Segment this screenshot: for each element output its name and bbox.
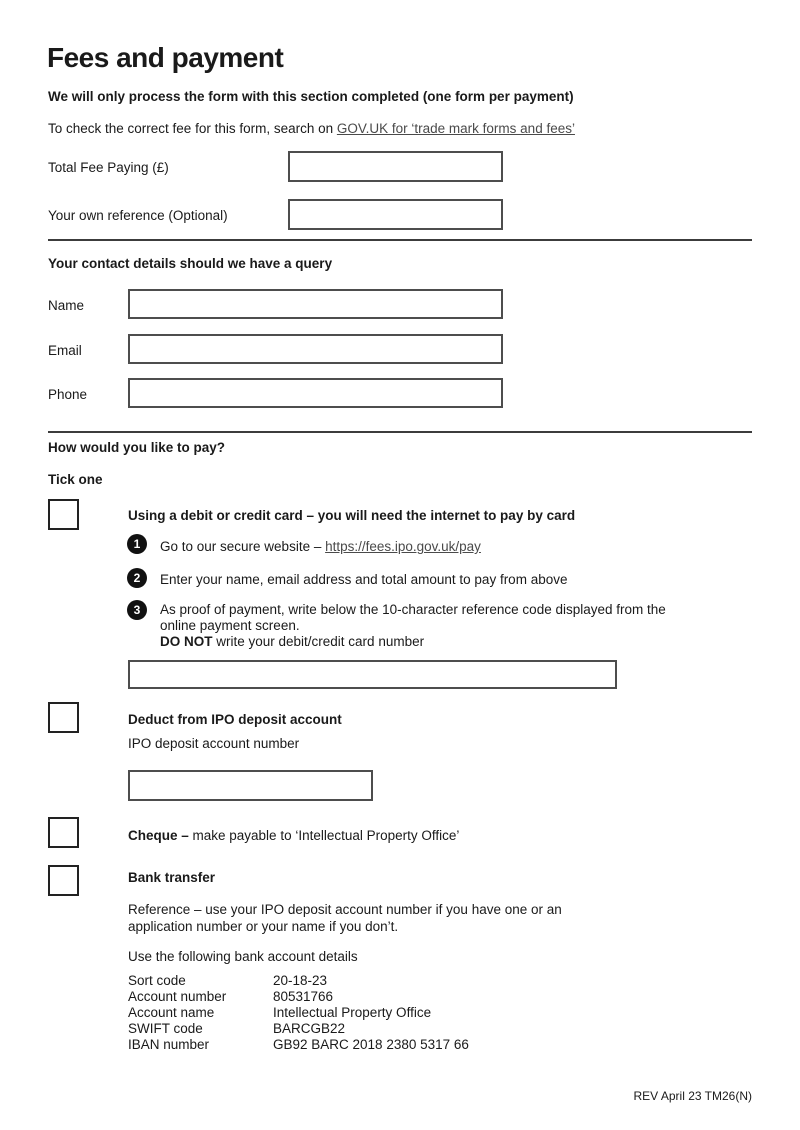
bank-detail-label: IBAN number bbox=[128, 1037, 210, 1052]
step-1-badge: 1 bbox=[127, 534, 147, 554]
bank-detail-label: Sort code bbox=[128, 973, 186, 988]
bank-detail-value: Intellectual Property Office bbox=[273, 1005, 432, 1020]
phone-label: Phone bbox=[48, 387, 88, 402]
bank-detail-value: 80531766 bbox=[273, 989, 334, 1004]
section-divider bbox=[48, 431, 752, 433]
cheque-rest: make payable to ‘Intellectual Property Office’ bbox=[188, 828, 460, 843]
email-label: Email bbox=[48, 343, 82, 358]
bank-reference-note bbox=[128, 902, 628, 935]
bank-reference-line1: Reference – use your IPO deposit account number if you have one or an bbox=[128, 902, 562, 917]
fee-check-prefix: To check the correct fee for this form, search on bbox=[48, 121, 337, 136]
step-3-line1: As proof of payment, write below the 10-character reference code displayed from the bbox=[160, 602, 666, 617]
bank-detail-value: GB92 BARC 2018 2380 5317 66 bbox=[273, 1037, 469, 1052]
bank-details-table bbox=[128, 973, 469, 1053]
card-payment-checkbox[interactable] bbox=[48, 499, 79, 530]
page-title: Fees and payment bbox=[47, 42, 284, 73]
step-3-donot: DO NOT bbox=[160, 634, 213, 649]
bank-detail-row bbox=[128, 973, 469, 989]
step-1-text bbox=[160, 539, 481, 554]
cheque-checkbox[interactable] bbox=[48, 817, 79, 848]
total-fee-label: Total Fee Paying (£) bbox=[48, 160, 169, 175]
contact-heading: Your contact details should we have a query bbox=[48, 256, 333, 271]
deposit-account-checkbox[interactable] bbox=[48, 702, 79, 733]
name-label: Name bbox=[48, 298, 85, 313]
own-reference-input[interactable] bbox=[288, 199, 503, 230]
bank-details-intro: Use the following bank account details bbox=[128, 949, 358, 964]
bank-detail-row bbox=[128, 1021, 469, 1037]
step-3-line2: online payment screen. bbox=[160, 618, 300, 633]
bank-transfer-checkbox[interactable] bbox=[48, 865, 79, 896]
bank-detail-row bbox=[128, 1005, 469, 1021]
tick-one-label: Tick one bbox=[48, 472, 103, 487]
step-3-line3 bbox=[160, 634, 700, 650]
bank-detail-label: Account name bbox=[128, 1005, 215, 1020]
step-3-rest: write your debit/credit card number bbox=[212, 634, 425, 649]
bank-transfer-label: Bank transfer bbox=[128, 870, 216, 885]
step-1-prefix: Go to our secure website – bbox=[160, 539, 326, 554]
step-2-text: Enter your name, email address and total amount to pay from above bbox=[160, 572, 568, 587]
deposit-number-label: IPO deposit account number bbox=[128, 736, 300, 751]
deposit-option-label: Deduct from IPO deposit account bbox=[128, 712, 342, 727]
bank-detail-value: BARCGB22 bbox=[273, 1021, 346, 1036]
form-revision-code: REV April 23 TM26(N) bbox=[633, 1089, 752, 1103]
govuk-fees-link[interactable]: GOV.UK for ‘trade mark forms and fees’ bbox=[336, 121, 575, 136]
bank-reference-line2: application number or your name if you don’t. bbox=[128, 918, 399, 934]
step-3-badge: 3 bbox=[127, 600, 147, 620]
cheque-option-label bbox=[128, 828, 459, 843]
cheque-bold: Cheque – bbox=[128, 828, 189, 843]
total-fee-input[interactable] bbox=[288, 151, 503, 182]
process-note: We will only process the form with this section completed (one form per payment) bbox=[48, 89, 574, 104]
bank-detail-label: SWIFT code bbox=[128, 1021, 203, 1036]
section-divider bbox=[48, 239, 752, 241]
fees-pay-link[interactable]: https://fees.ipo.gov.uk/pay bbox=[325, 539, 481, 554]
step-2-badge: 2 bbox=[127, 568, 147, 588]
bank-detail-row bbox=[128, 1037, 469, 1053]
payment-heading: How would you like to pay? bbox=[48, 440, 226, 455]
bank-detail-label: Account number bbox=[128, 989, 227, 1004]
step-3-text bbox=[160, 602, 700, 650]
bank-detail-value: 20-18-23 bbox=[273, 973, 328, 988]
payment-reference-code-input[interactable] bbox=[128, 660, 617, 689]
bank-detail-row bbox=[128, 989, 469, 1005]
fee-check-line bbox=[48, 121, 575, 136]
name-input[interactable] bbox=[128, 289, 503, 319]
phone-input[interactable] bbox=[128, 378, 503, 408]
email-input[interactable] bbox=[128, 334, 503, 364]
deposit-number-input[interactable] bbox=[128, 770, 373, 801]
own-reference-label: Your own reference (Optional) bbox=[48, 208, 228, 223]
card-option-label: Using a debit or credit card – you will need the internet to pay by card bbox=[128, 508, 576, 523]
